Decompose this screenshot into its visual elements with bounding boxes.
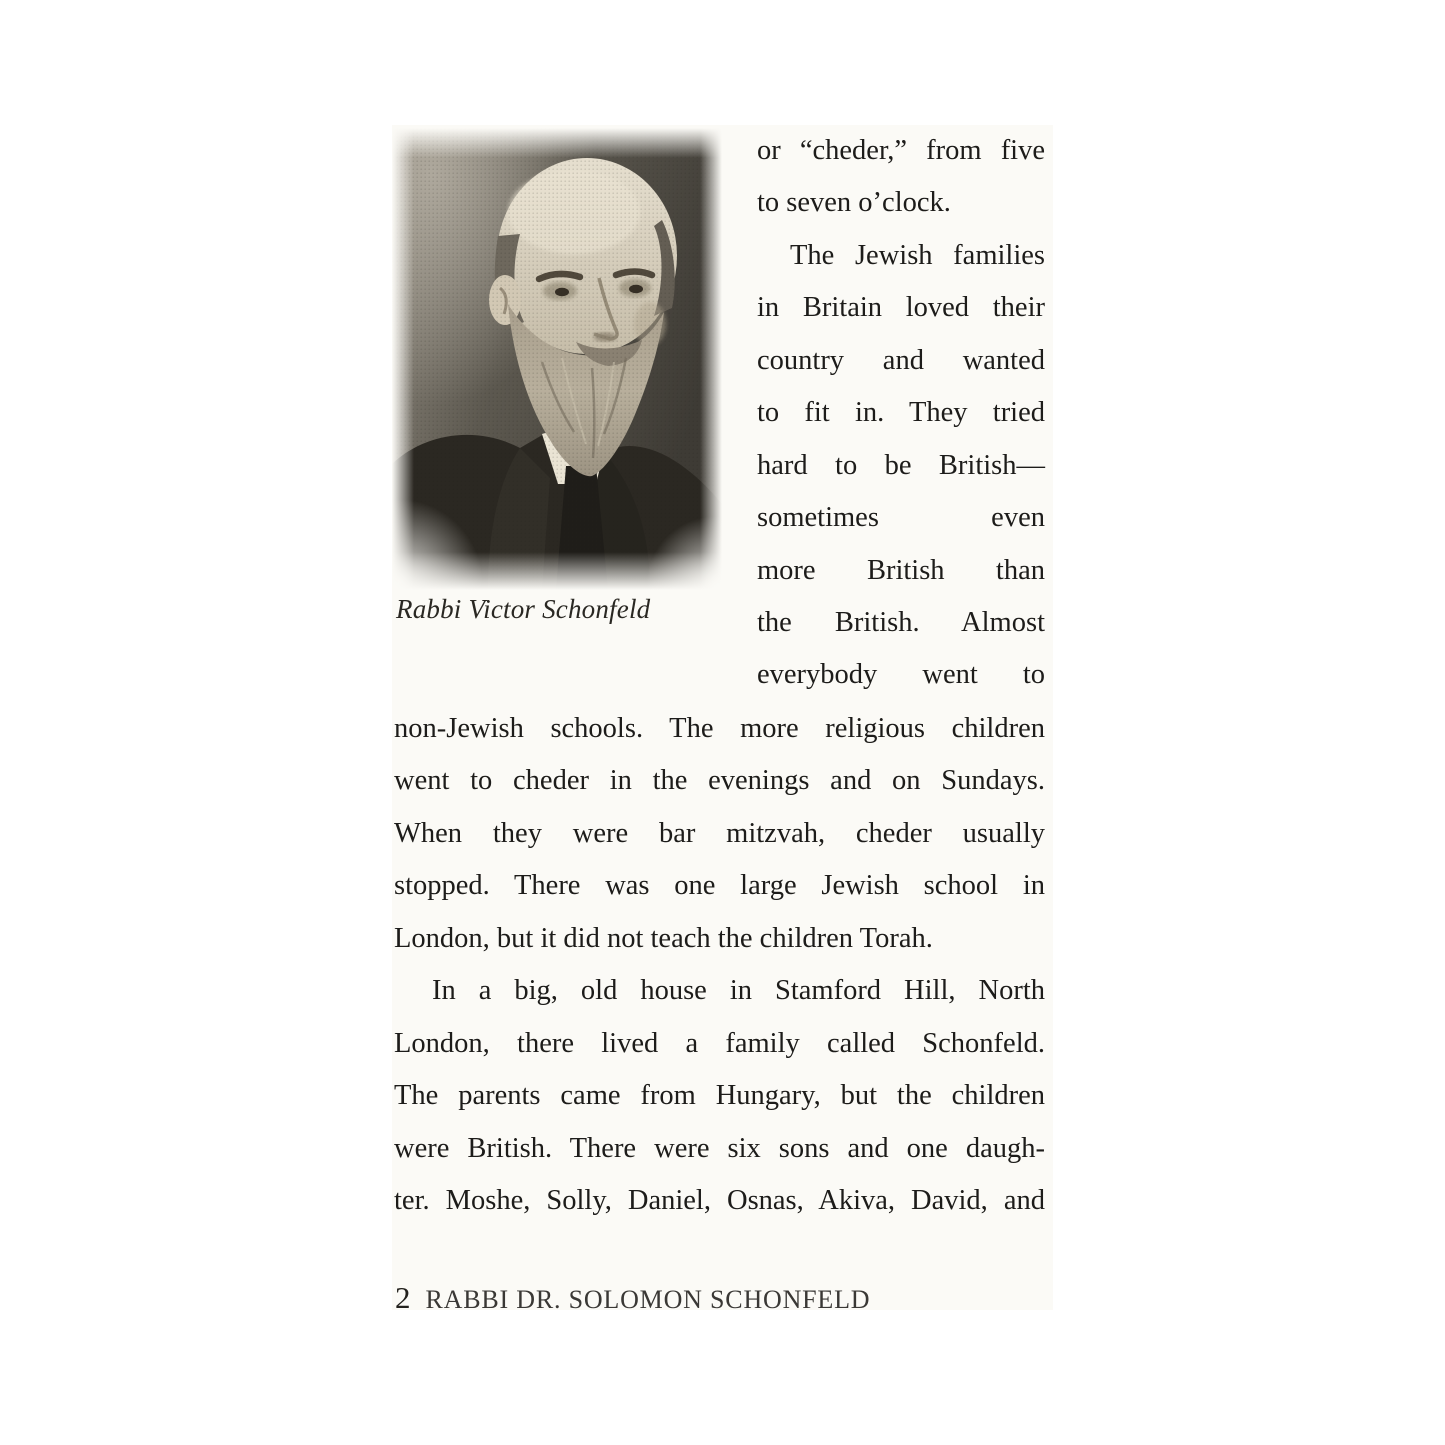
text-line: hard to be British— [757, 449, 1045, 481]
text-line: to seven o’clock. [757, 187, 951, 219]
photo-caption: Rabbi Victor Schonfeld [396, 594, 651, 624]
text-line: everybody went to [757, 659, 1045, 691]
text-line: to fit in. They tried [757, 397, 1045, 429]
text-line: or “cheder,” from five [757, 135, 1045, 166]
portrait-illustration [392, 128, 722, 590]
page-number: 2 [395, 1280, 411, 1315]
portrait-photo [392, 128, 722, 590]
text-line: When they were bar mitzvah, cheder usually [394, 817, 1045, 849]
text-line: went to cheder in the evenings and on Sundays. [394, 765, 1045, 797]
text-line: The Jewish families [790, 239, 1045, 271]
running-head: RABBI DR. SOLOMON SCHONFELD [425, 1285, 871, 1314]
text-line: the British. Almost [757, 606, 1045, 638]
text-line: in Britain loved their [757, 292, 1045, 324]
page-footer [395, 1280, 870, 1316]
text-column-beside-photo [757, 125, 1045, 702]
text-line: sometimes even [757, 502, 1045, 534]
text-line: ter. Moshe, Solly, Daniel, Osnas, Akiva, David, and [394, 1184, 1045, 1216]
text-line: The parents came from Hungary, but the children [394, 1080, 1045, 1112]
text-line: more British than [757, 554, 1045, 586]
page [392, 125, 1053, 1315]
text-line: stopped. There was one large Jewish school in [394, 870, 1045, 902]
portrait-figure [392, 128, 722, 624]
text-line: non-Jewish schools. The more religious children [394, 713, 1045, 744]
body-text [394, 703, 1045, 1227]
text-line: London, there lived a family called Schonfeld. [394, 1027, 1045, 1059]
text-line: were British. There were six sons and one daugh- [394, 1132, 1045, 1164]
text-line: In a big, old house in Stamford Hill, North [432, 975, 1045, 1007]
text-line: London, but it did not teach the children Torah. [394, 922, 933, 954]
text-line: country and wanted [757, 344, 1045, 376]
